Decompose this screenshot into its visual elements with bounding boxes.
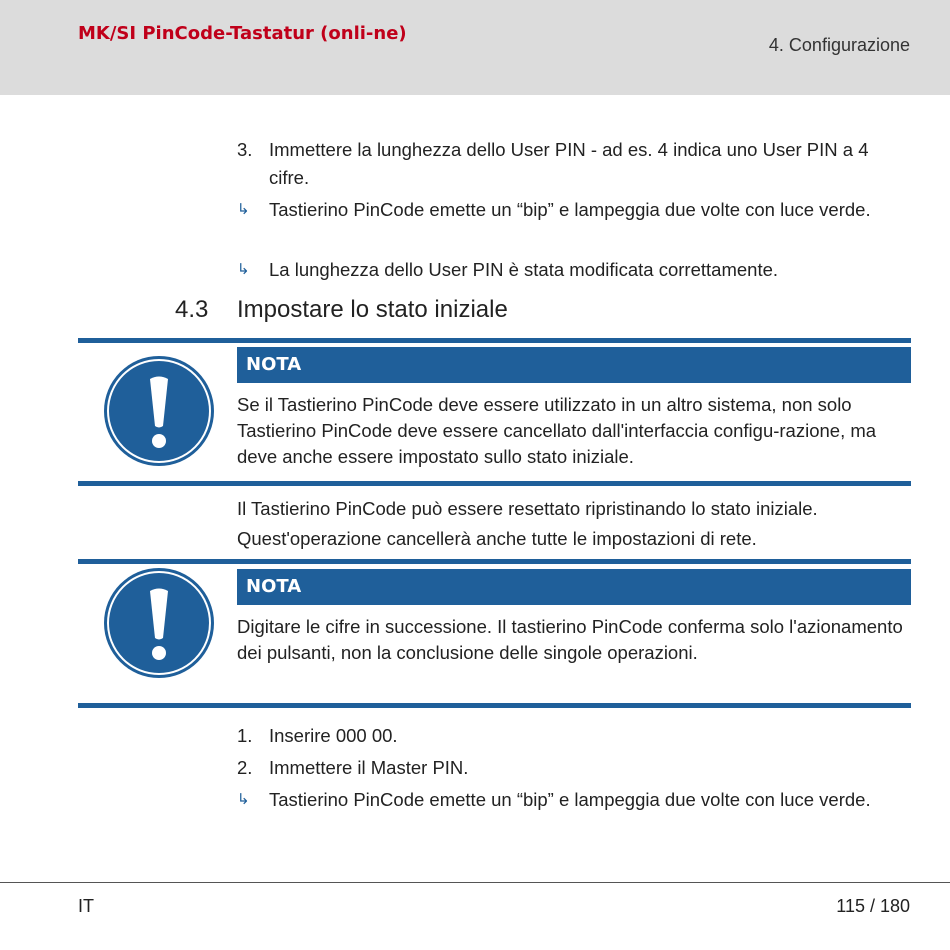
step-number: 3. xyxy=(237,139,253,160)
result-text: Tastierino PinCode emette un “bip” e lampeggia due volte con luce verde. xyxy=(269,789,871,810)
mandatory-exclamation-icon xyxy=(103,567,215,679)
list-item xyxy=(237,136,912,192)
list-item xyxy=(237,754,912,782)
note-top-rule xyxy=(78,338,911,343)
note-label: NOTA xyxy=(237,569,911,605)
page-number: 115 / 180 xyxy=(836,896,910,916)
step-text: Immettere la lunghezza dello User PIN - ad es. 4 indica uno User PIN a 4 cifre. xyxy=(269,139,869,188)
step-text: Inserire 000 00. xyxy=(269,725,398,746)
list-item xyxy=(237,256,912,284)
section-number: 4.3 xyxy=(175,296,209,323)
result-arrow-icon: ↳ xyxy=(237,201,250,218)
document-title: MK/SI PinCode-Tastatur (onli-ne) xyxy=(78,23,407,44)
note-top-rule xyxy=(78,559,911,564)
section-title: Impostare lo stato iniziale xyxy=(237,296,508,323)
result-text: La lunghezza dello User PIN è stata modificata correttamente. xyxy=(269,259,779,280)
chapter-reference: 4. Configurazione xyxy=(768,35,910,55)
result-arrow-icon: ↳ xyxy=(237,791,250,808)
list-item xyxy=(237,786,912,814)
note-bottom-rule xyxy=(78,481,911,486)
note-label: NOTA xyxy=(237,347,911,383)
note-text: Se il Tastierino PinCode deve essere utilizzato in un altro sistema, non solo Tastierino PinCode deve essere cancellato dall'interfaccia configu-razione, ma deve anche essere impostato sullo stato iniziale. xyxy=(237,394,877,467)
footer-language: IT xyxy=(78,896,94,916)
body-paragraph: Il Tastierino PinCode può essere resettato ripristinando lo stato iniziale. Quest'operazione cancellerà anche tutte le impostazioni di rete. xyxy=(237,498,818,549)
result-text: Tastierino PinCode emette un “bip” e lampeggia due volte con luce verde. xyxy=(269,199,871,220)
list-item xyxy=(237,722,912,750)
page-header xyxy=(0,0,950,95)
step-text: Immettere il Master PIN. xyxy=(269,757,469,778)
step-number: 2. xyxy=(237,757,253,778)
result-arrow-icon: ↳ xyxy=(237,261,250,278)
list-item xyxy=(237,196,912,224)
note-text: Digitare le cifre in successione. Il tastierino PinCode conferma solo l'azionamento dei pulsanti, non la conclusione delle singole operazioni. xyxy=(237,616,903,663)
note-bottom-rule xyxy=(78,703,911,708)
step-number: 1. xyxy=(237,725,253,746)
mandatory-exclamation-icon xyxy=(103,355,215,467)
footer-rule xyxy=(0,882,950,883)
